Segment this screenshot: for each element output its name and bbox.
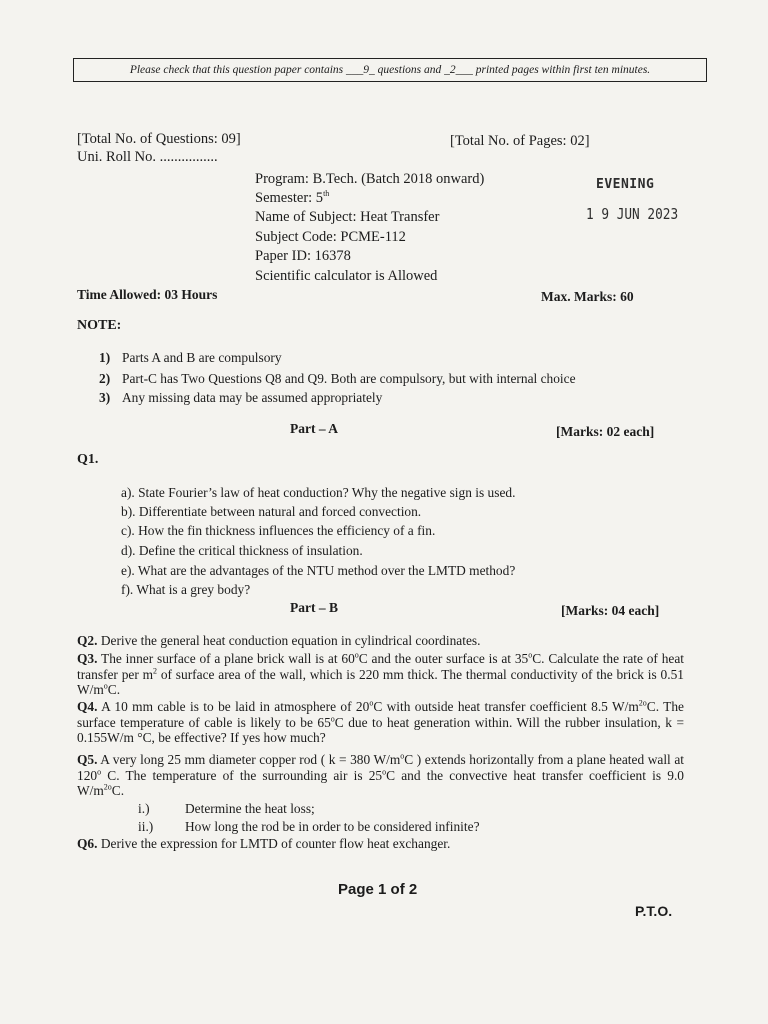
- semester: Semester: 5th: [255, 189, 330, 206]
- part-a-title: Part – A: [290, 421, 338, 436]
- roll-number: Uni. Roll No. ................: [77, 149, 218, 165]
- part-b-title: Part – B: [290, 600, 338, 615]
- max-marks: Max. Marks: 60: [541, 289, 634, 304]
- total-pages: [Total No. of Pages: 02]: [450, 133, 590, 149]
- q1-item: f). What is a grey body?: [121, 582, 251, 597]
- note-item: 2) Part-C has Two Questions Q8 and Q9. Both are compulsory, but with internal choice: [99, 371, 576, 386]
- note-item: 3) Any missing data may be assumed appropriately: [99, 390, 383, 405]
- note-item: 1) Parts A and B are compulsory: [99, 350, 282, 365]
- question-q6: Q6. Derive the expression for LMTD of counter flow heat exchanger.: [77, 836, 451, 851]
- subject-code: Subject Code: PCME-112: [255, 229, 406, 245]
- questions-count: ___9_: [346, 64, 375, 76]
- session-stamp: EVENING: [596, 177, 655, 192]
- pages-count: _2___: [444, 64, 473, 76]
- note-title: NOTE:: [77, 318, 122, 333]
- q1-item: a). State Fourier’s law of heat conduction? Why the negative sign is used.: [121, 485, 516, 500]
- date-stamp: 1 9 JUN 2023: [586, 205, 679, 223]
- part-b-marks: [Marks: 04 each]: [561, 603, 660, 618]
- time-allowed: Time Allowed: 03 Hours: [77, 287, 218, 302]
- question-q4: Q4. A 10 mm cable is to be laid in atmosphere of 20$^o$C with outside heat transfer coefficient 8.5 $W/m^{2o}C$. The surface temperature of cable is likely to be 65$^o$C due to heat generation within. Will the rubber insulation, k = 0.155W/m °C, be effective? If yes how much?: [77, 698, 685, 746]
- page-check-notice: Please check that this question paper contains ___9_ questions and _2___ printed pages within first ten minutes.: [73, 58, 707, 82]
- paper-id: Paper ID: 16378: [255, 248, 351, 264]
- q5-sub-item: ii.) How long the rod be in order to be considered infinite?: [138, 819, 480, 834]
- q1-item: b). Differentiate between natural and forced convection.: [121, 504, 422, 519]
- question-q5: Q5. A very long 25 mm diameter copper rod ( k = 380 $W/m^oC$ ) extends horizontally from a plane heated wall at 120$^o$ C. The temperature of the surrounding air is 25$^o$C and the convective heat transfer coefficient is 9.0 $W/m^{2o}C$.: [77, 751, 684, 799]
- question-q2: Q2. Derive the general heat conduction equation in cylindrical coordinates.: [77, 633, 481, 648]
- part-a-marks: [Marks: 02 each]: [556, 424, 655, 439]
- total-questions: [Total No. of Questions: 09]: [77, 131, 241, 147]
- calculator-note: Scientific calculator is Allowed: [255, 268, 438, 284]
- subject-name: Name of Subject: Heat Transfer: [255, 209, 440, 225]
- q1-label: Q1.: [77, 452, 99, 467]
- q1-item: d). Define the critical thickness of insulation.: [121, 543, 363, 558]
- q5-sub-item: i.) Determine the heat loss;: [138, 801, 315, 816]
- page-number: Page 1 of 2: [338, 881, 418, 898]
- program: Program: B.Tech. (Batch 2018 onward): [255, 171, 485, 187]
- q1-item: e). What are the advantages of the NTU method over the LMTD method?: [121, 563, 516, 578]
- q1-item: c). How the fin thickness influences the efficiency of a fin.: [121, 523, 436, 538]
- pto-label: P.T.O.: [635, 903, 673, 919]
- question-q3: Q3. The inner surface of a plane brick wall is at 60$^o$C and the outer surface is at 35$^o$C. Calculate the rate of heat transfer per $m^2$ of surface area of the wall, which is 220 mm thick. The thermal conductivity of the brick is 0.51 $W/m^oC$.: [77, 650, 685, 698]
